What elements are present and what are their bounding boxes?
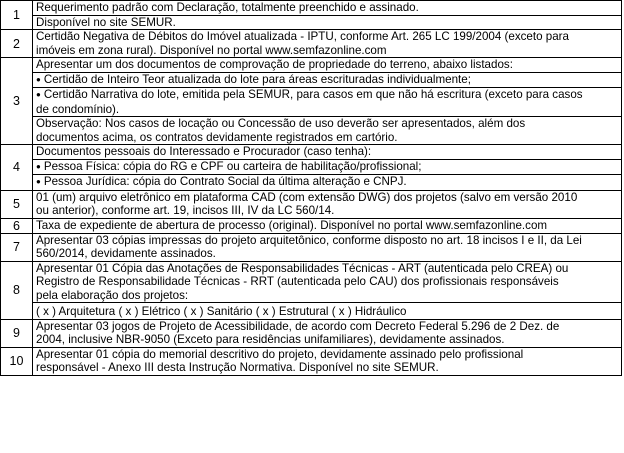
row-line: Registro de Responsabilidade Técnicas - RRT (autenticada pelo CAU) dos profissionais responsáveis (36, 275, 559, 288)
row-number: 2 (1, 30, 33, 58)
row-number: 6 (1, 218, 33, 233)
row-line: documentos acima, os contratos devidamente registrados em cartório. (36, 130, 398, 144)
bullet-item (33, 87, 621, 103)
row-line: Documentos pessoais do Interessado e Procurador (caso tenha): (36, 145, 372, 158)
row-line: Apresentar um dos documentos de comprovação de propriedade do terreno, abaixo listados: (36, 58, 513, 71)
table-row (1, 319, 622, 347)
row-line: Apresentar 03 cópias impressas do projeto arquitetônico, conforme disposto no art. 18 incisos I e II, da Lei (36, 233, 582, 247)
row-content (33, 319, 622, 347)
row-number: 9 (1, 319, 33, 347)
table-row (1, 58, 622, 145)
bullet-text: Certidão Narrativa do lote, emitida pela SEMUR, para casos em que não há escritura (exceto para casos (43, 88, 583, 101)
row-line: ou anterior), conforme art. 19, incisos III, IV da LC 560/14. (36, 204, 335, 217)
bullet-item (33, 72, 621, 88)
row-line: 01 (um) arquivo eletrônico em plataforma CAD (com extensão DWG) dos projetos (salvo em versão 2010 (36, 190, 578, 204)
table-row (1, 218, 622, 233)
bullet-text: Pessoa Física: cópia do RG e CPF ou carteira de habilitação/profissional; (43, 159, 422, 173)
table-row (1, 233, 622, 261)
row-line: Taxa de expediente de abertura de processo (original). Disponível no portal www.semfazonline.com (36, 218, 548, 232)
row-line: Observação: Nos casos de locação ou Concessão de uso deverão ser apresentados, além dos (33, 116, 621, 131)
table-row (1, 190, 622, 218)
row-number: 3 (1, 58, 33, 145)
bullet-text: Certidão de Inteiro Teor atualizada do lote para áreas escrituradas individualmente; (43, 72, 471, 86)
row-content (33, 58, 622, 145)
row-number: 5 (1, 190, 33, 218)
row-line: Apresentar 03 jogos de Projeto de Acessibilidade, de acordo com Decreto Federal 5.296 de 2 Dez. de (36, 319, 560, 333)
row-content (33, 1, 622, 30)
project-checklist: ( x ) Arquitetura ( x ) Elétrico ( x ) Sanitário ( x ) Estrutural ( x ) Hidráulico (33, 302, 621, 319)
row-content (33, 30, 622, 58)
row-line: 2004, inclusive NBR-9050 (Exceto para residências unifamiliares), devidamente assinados. (36, 333, 505, 346)
row-number: 8 (1, 261, 33, 319)
table-row (1, 30, 622, 58)
bullet-item (33, 174, 621, 190)
table-row (1, 145, 622, 191)
bullet-icon (36, 160, 44, 173)
table-row (1, 1, 622, 30)
row-line: imóveis em zona rural). Disponível no portal www.semfazonline.com (36, 43, 387, 57)
row-content (33, 261, 622, 319)
row-line: Apresentar 01 cópia do memorial descritivo do projeto, devidamente assinado pelo profissional (36, 347, 524, 361)
row-line: pela elaboração dos projetos: (36, 288, 189, 302)
row-content (33, 233, 622, 261)
row-content (33, 190, 622, 218)
bullet-icon (36, 73, 44, 86)
row-content (33, 218, 622, 233)
bullet-item (33, 159, 621, 175)
bullet-text: Pessoa Jurídica: cópia do Contrato Social da última alteração e CNPJ. (43, 175, 407, 188)
row-line: Disponível no site SEMUR. (33, 15, 621, 30)
row-content (33, 145, 622, 191)
row-line: Requerimento padrão com Declaração, totalmente preenchido e assinado. (36, 1, 419, 14)
bullet-icon (36, 175, 44, 188)
row-line: responsável - Anexo III desta Instrução Normativa. Disponível no site SEMUR. (36, 361, 439, 374)
row-line: Certidão Negativa de Débitos do Imóvel atualizada - IPTU, conforme Art. 265 LC 199/2004 (exceto para (36, 30, 569, 43)
row-number: 1 (1, 1, 33, 30)
row-line: Apresentar 01 Cópia das Anotações de Responsabilidades Técnicas - ART (autenticada pelo CREA) ou (36, 261, 569, 275)
table-row (1, 347, 622, 375)
row-line: de condomínio). (36, 102, 120, 116)
row-number: 4 (1, 145, 33, 191)
row-number: 7 (1, 233, 33, 261)
table-row (1, 261, 622, 319)
bullet-icon (36, 88, 44, 101)
row-line: 560/2014, devidamente assinados. (36, 247, 216, 260)
row-content (33, 347, 622, 375)
row-number: 10 (1, 347, 33, 375)
